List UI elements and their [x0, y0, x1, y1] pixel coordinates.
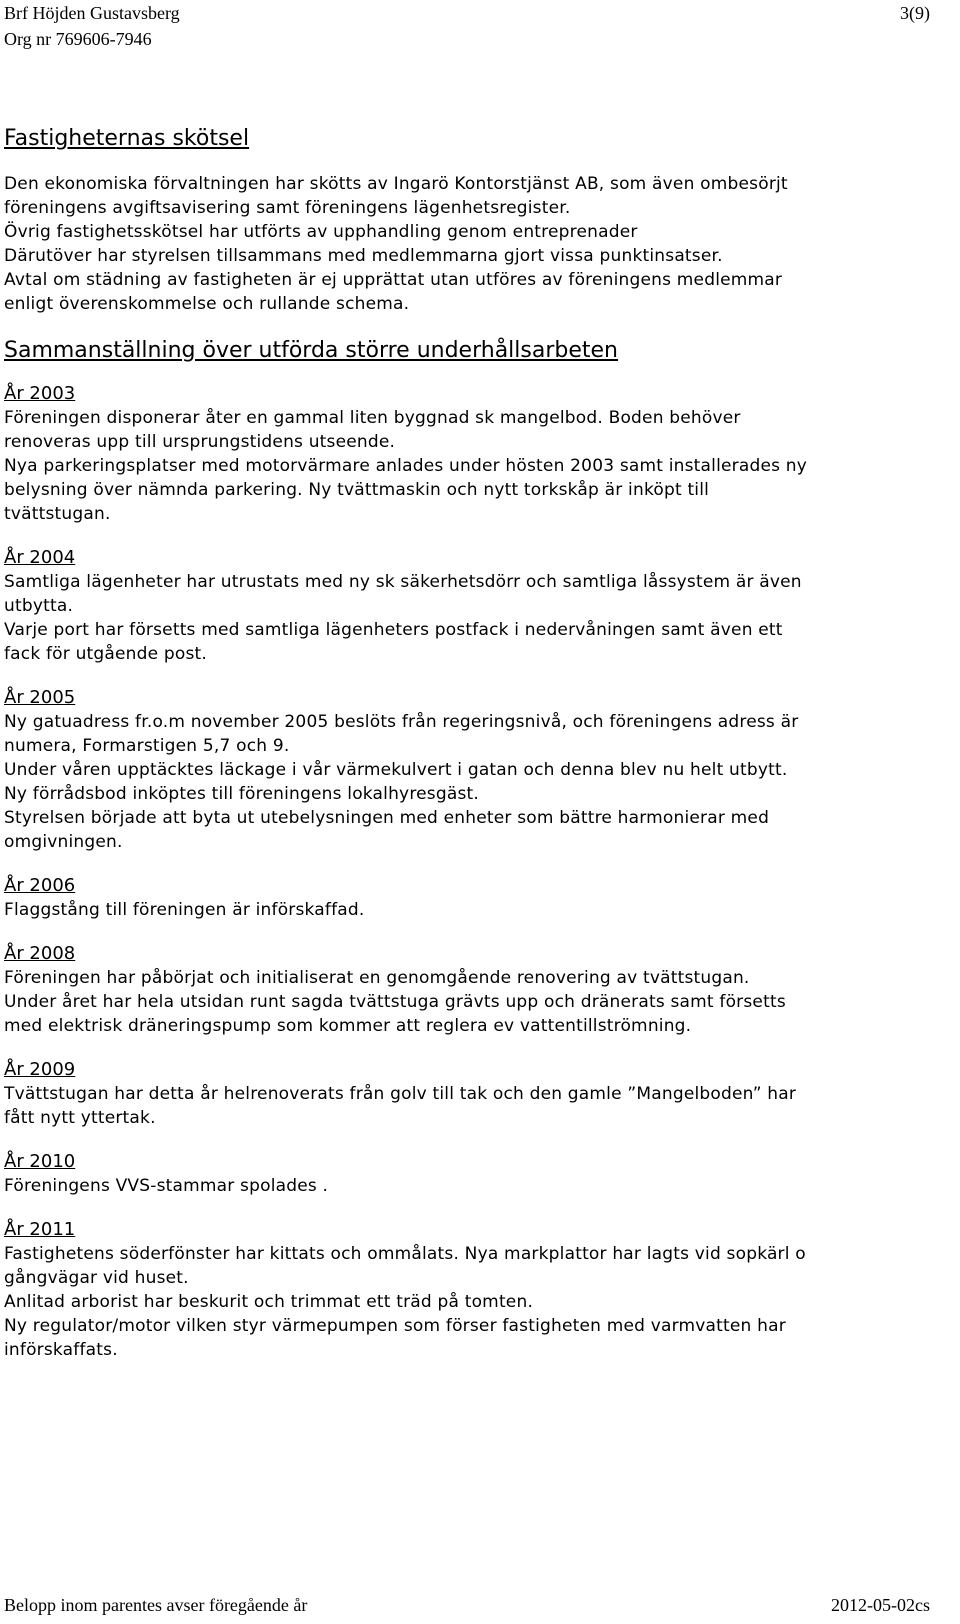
year-heading: År 2011: [4, 1219, 76, 1240]
text-line: Föreningen har påbörjat och initialiserat en genomgående renovering av tvättstugan.: [4, 968, 750, 988]
text-line: Ny förrådsbod inköptes till föreningens lokalhyresgäst.: [4, 784, 479, 804]
text-line: omgivningen.: [4, 832, 123, 852]
text-line: Ny gatuadress fr.o.m november 2005 beslöts från regeringsnivå, och föreningens adress är: [4, 712, 799, 732]
text-line: införskaffats.: [4, 1340, 118, 1360]
text-line: Varje port har försetts med samtliga lägenheters postfack i nedervåningen samt även ett: [4, 620, 783, 640]
text-line: Styrelsen började att byta ut utebelysningen med enheter som bättre harmonierar med: [4, 808, 770, 828]
text-line: med elektrisk dräneringspump som kommer att reglera ev vattentillströmning.: [4, 1016, 692, 1036]
text-line: Tvättstugan har detta år helrenoverats från golv till tak och den gamle ”Mangelboden” har: [4, 1084, 797, 1104]
text-line: Flaggstång till föreningen är införskaffad.: [4, 900, 365, 920]
text-line: Under året har hela utsidan runt sagda tvättstuga grävts upp och dränerats samt försetts: [4, 992, 786, 1012]
year-block-2008: [4, 942, 934, 1038]
text-line: Under våren upptäcktes läckage i vår värmekulvert i gatan och denna blev nu helt utbytt.: [4, 760, 788, 780]
year-heading: År 2006: [4, 875, 76, 896]
text-line: Därutöver har styrelsen tillsammans med medlemmarna gjort vissa punktinsatser.: [4, 246, 723, 266]
footer-code: 2012-05-02cs: [831, 1595, 930, 1615]
text-line: Ny regulator/motor vilken styr värmepumpen som förser fastigheten med varmvatten har: [4, 1316, 786, 1336]
year-heading: År 2004: [4, 547, 76, 568]
text-line: gångvägar vid huset.: [4, 1268, 189, 1288]
text-line: fått nytt yttertak.: [4, 1108, 156, 1128]
year-block-2003: [4, 382, 934, 526]
text-line: Samtliga lägenheter har utrustats med ny sk säkerhetsdörr och samtliga låssystem är även: [4, 572, 802, 592]
text-line: belysning över nämnda parkering. Ny tvättmaskin och nytt torkskåp är inköpt till: [4, 480, 710, 500]
year-block-2009: [4, 1058, 934, 1130]
text-line: tvättstugan.: [4, 504, 111, 524]
text-line: utbytta.: [4, 596, 74, 616]
text-line: Avtal om städning av fastigheten är ej upprättat utan utföres av föreningens medlemmar: [4, 270, 783, 290]
text-line: Anlitad arborist har beskurit och trimmat ett träd på tomten.: [4, 1292, 534, 1312]
section-title-maintenance: Fastigheternas skötsel: [4, 126, 250, 151]
year-heading: År 2009: [4, 1059, 76, 1080]
document-body: [4, 124, 934, 1362]
year-heading: År 2008: [4, 943, 76, 964]
text-line: Övrig fastighetsskötsel har utförts av upphandling genom entreprenader: [4, 222, 638, 242]
year-block-2005: [4, 686, 934, 854]
text-line: föreningens avgiftsavisering samt föreningens lägenhetsregister.: [4, 198, 571, 218]
text-line: enligt överenskommelse och rullande schema.: [4, 294, 410, 314]
page-footer: [4, 1593, 930, 1617]
text-line: renoveras upp till ursprungstidens utseende.: [4, 432, 396, 452]
org-name: Brf Höjden Gustavsberg: [4, 3, 180, 23]
page-header: [4, 0, 930, 52]
text-line: Nya parkeringsplatser med motorvärmare anlades under hösten 2003 samt installerades ny: [4, 456, 808, 476]
year-heading: År 2005: [4, 687, 76, 708]
year-heading: År 2010: [4, 1151, 76, 1172]
page-number: 3(9): [900, 3, 930, 23]
year-block-2004: [4, 546, 934, 666]
text-line: fack för utgående post.: [4, 644, 208, 664]
text-line: Fastighetens söderfönster har kittats och ommålats. Nya markplattor har lagts vid sopkärl o: [4, 1244, 806, 1264]
text-line: Den ekonomiska förvaltningen har skötts av Ingarö Kontorstjänst AB, som även ombesörjt: [4, 174, 788, 194]
year-block-2006: [4, 874, 934, 922]
section-title-summary: Sammanställning över utförda större underhållsarbeten: [4, 338, 618, 363]
header-row: [4, 0, 930, 26]
text-line: Föreningens VVS-stammar spolades .: [4, 1176, 329, 1196]
maintenance-paragraph: [4, 172, 934, 316]
text-line: numera, Formarstigen 5,7 och 9.: [4, 736, 290, 756]
year-heading: År 2003: [4, 383, 76, 404]
year-block-2011: [4, 1218, 934, 1362]
text-line: Föreningen disponerar åter en gammal liten byggnad sk mangelbod. Boden behöver: [4, 408, 741, 428]
year-block-2010: [4, 1150, 934, 1198]
org-number: Org nr 769606-7946: [4, 29, 152, 49]
footer-note: Belopp inom parentes avser föregående år: [4, 1595, 308, 1615]
